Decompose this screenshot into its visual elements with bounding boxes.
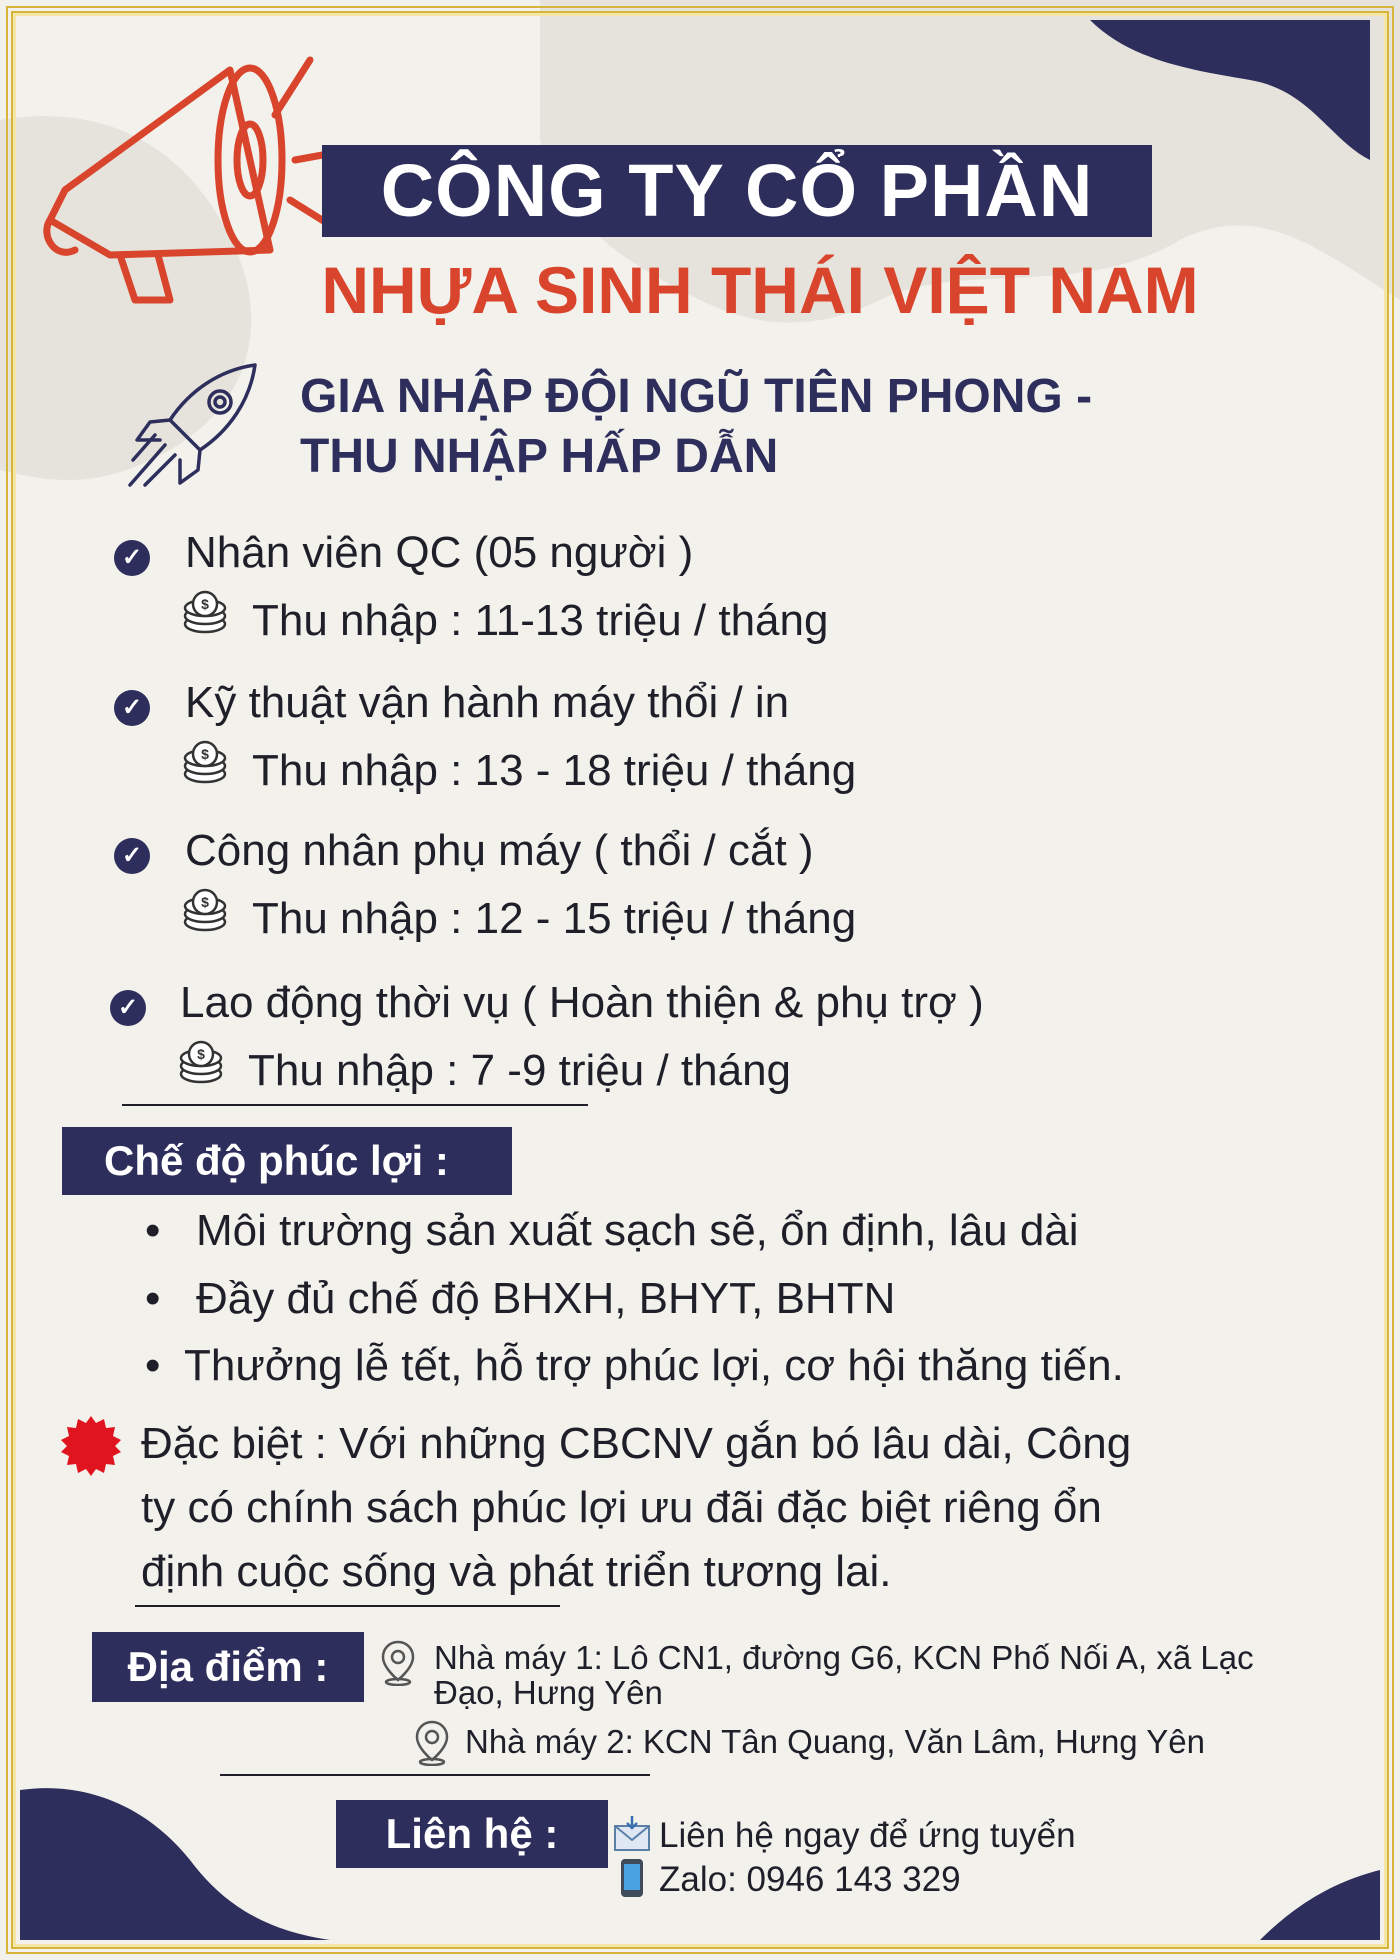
bullet: • (145, 1341, 161, 1390)
check-circle-icon: ✓ (110, 990, 146, 1026)
coins-icon (182, 888, 228, 934)
contact-label: Liên hệ : (336, 1800, 608, 1868)
check-circle-icon: ✓ (114, 690, 150, 726)
factory1-address-cont: Đạo, Hưng Yên (434, 1674, 663, 1711)
special-line1: Đặc biệt : Với những CBCNV gắn bó lâu dài, Công (141, 1419, 1132, 1468)
envelope-icon (612, 1814, 652, 1854)
bullet: • (145, 1206, 161, 1255)
svg-text:$: $ (197, 1046, 205, 1062)
factory1-address: Nhà máy 1: Lô CN1, đường G6, KCN Phố Nối A, xã Lạc (434, 1639, 1254, 1676)
coins-icon (182, 740, 228, 786)
job-income: Thu nhập : 11-13 triệu / tháng (252, 596, 829, 645)
benefit-item: Đầy đủ chế độ BHXH, BHYT, BHTN (196, 1274, 896, 1323)
coins-icon (178, 1040, 224, 1086)
rocket-icon (125, 360, 265, 490)
phone-icon (618, 1858, 646, 1898)
job-income: Thu nhập : 7 -9 triệu / tháng (248, 1046, 792, 1095)
slogan-line2: THU NHẬP HẤP DẪN (300, 430, 779, 483)
divider (122, 1104, 588, 1106)
check-circle-icon: ✓ (114, 540, 150, 576)
company-type-title: CÔNG TY CỔ PHẦN (380, 149, 1094, 232)
benefit-item: Môi trường sản xuất sạch sẽ, ổn định, lâu dài (196, 1206, 1079, 1255)
job-title: Lao động thời vụ ( Hoàn thiện & phụ trợ ) (180, 978, 984, 1027)
job-income: Thu nhập : 13 - 18 triệu / tháng (252, 746, 857, 795)
map-pin-icon (414, 1720, 450, 1766)
factory2-address: Nhà máy 2: KCN Tân Quang, Văn Lâm, Hưng Yên (465, 1723, 1205, 1760)
map-pin-icon (380, 1640, 416, 1686)
svg-text:$: $ (201, 746, 209, 762)
job-title: Nhân viên QC (05 người ) (185, 528, 694, 577)
bullet: • (145, 1274, 161, 1323)
divider (135, 1605, 560, 1607)
red-badge-icon (60, 1415, 122, 1477)
job-income: Thu nhập : 12 - 15 triệu / tháng (252, 894, 857, 943)
benefit-item: Thưởng lễ tết, hỗ trợ phúc lợi, cơ hội thăng tiến. (184, 1341, 1124, 1390)
slogan-line1: GIA NHẬP ĐỘI NGŨ TIÊN PHONG - (300, 370, 1093, 423)
special-line3: định cuộc sống và phát triển tương lai. (141, 1547, 892, 1596)
job-title: Kỹ thuật vận hành máy thổi / in (185, 678, 790, 727)
company-name-title: NHỰA SINH THÁI VIỆT NAM (321, 253, 1199, 327)
benefits-label: Chế độ phúc lợi : (62, 1127, 512, 1195)
contact-apply: Liên hệ ngay để ứng tuyển (659, 1816, 1076, 1855)
check-circle-icon: ✓ (114, 838, 150, 874)
location-label: Địa điểm : (92, 1632, 364, 1702)
contact-zalo[interactable]: Zalo: 0946 143 329 (659, 1860, 961, 1899)
coins-icon (182, 590, 228, 636)
svg-text:$: $ (201, 596, 209, 612)
svg-text:$: $ (201, 894, 209, 910)
special-line2: ty có chính sách phúc lợi ưu đãi đặc biệt riêng ổn (141, 1483, 1102, 1532)
job-title: Công nhân phụ máy ( thổi / cắt ) (185, 826, 814, 875)
divider (220, 1774, 650, 1776)
